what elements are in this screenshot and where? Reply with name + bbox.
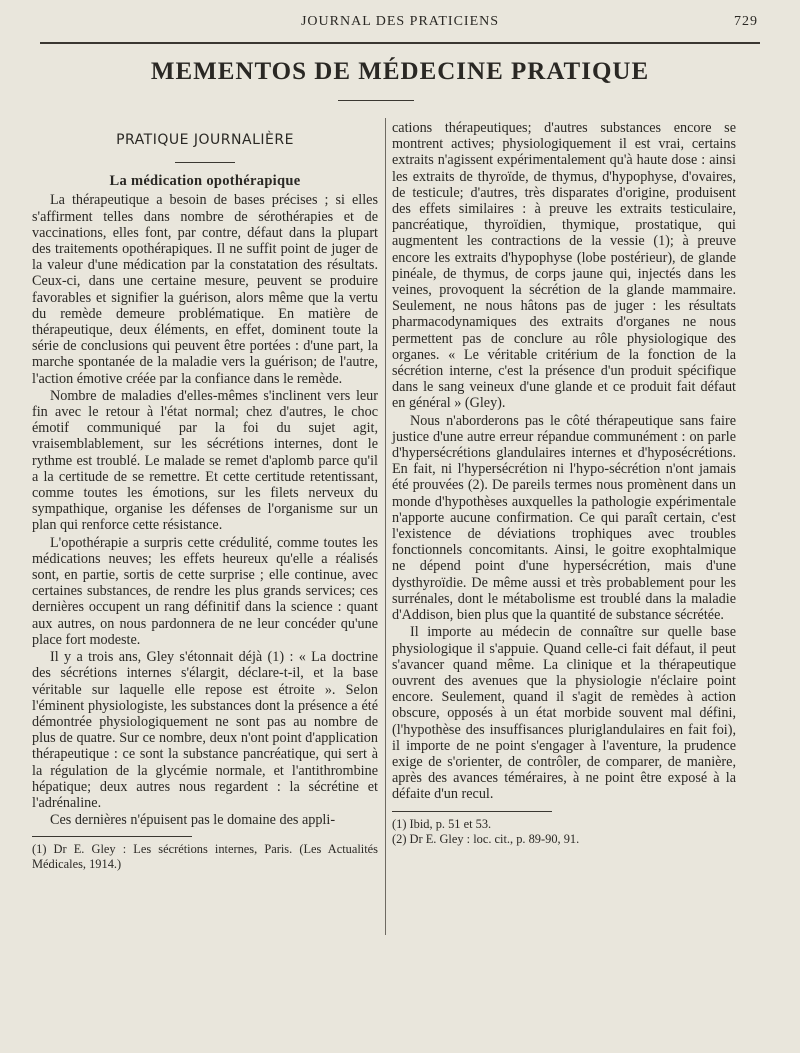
running-title: JOURNAL DES PRATICIENS [300,14,500,29]
paragraph: La thérapeutique a besoin de bases précises ; si elles s'affirment telles dans nombre de sérothérapies et de vaccinations, elles font, par contre, défaut dans la plupart des traitements opothérapiques. Il ne suffit point de juger de la valeur d'une médication par la constatation des résultats. Ceux-ci, dans une certaine mesure, peuvent se produire favorables et signifier la guérison, alors même que la vertu du remède demeure problématique. En matière de thérapeutique, deux éléments, en effet, dominent toute la série de conclusions qui peuvent être portées : d'une part, la marche spontanée de la maladie vers la guérison; de l'autre, l'action émotive créée par la confiance dans le remède. [32,192,378,387]
subsection-rule [175,162,235,163]
footnotes [392,817,736,847]
paragraph: Nombre de maladies d'elles-mêmes s'inclinent vers leur fin avec le retour à l'état normal; chez d'autres, le choc émotif communiqué par la foi du sujet agit, vraisemblablement, sur les sécrétions internes, dont le rythme est troublé. Le malade se remet d'aplomb parce qu'il a la certitude de se remettre. Et cette certitude retentissant, comme toutes les émotions, sur les filets nerveux du sympathique, organise les défenses de l'organisme sur un plan qui renforce cette résistance. [32,387,378,534]
footnote: (1) Dr E. Gley : Les sécrétions internes, Paris. (Les Actualités Médicales, 1914.) [32,842,378,872]
paragraph: Il importe au médecin de connaître sur quelle base physiologique il s'appuie. Quand celle-ci fait défaut, il peut s'avancer quand même. La clinique et la thérapeutique ouvrent des avenues que la physiologie n'éclaire point encore. Seulement, quand il s'agit de remèdes à action obscure, opposés à un état morbide souvent mal défini, (l'hypothèse des insuffisances pluriglandulaires en fait foi), il importe de ne point s'engager à l'aventure, la prudence exige de s'orienter, de contrôler, de comparer, de manière, après des avances téméraires, à ne point être exposé à la défaite d'un recul. [392,624,736,803]
header-rule [40,42,760,44]
article-title: La médication opothérapique [109,173,301,190]
paragraph: Nous n'aborderons pas le côté thérapeutique sans faire justice d'une autre erreur répandue communément : on parle d'hypersécrétions glandulaires internes et d'hyposécrétions. En fait, ni l'hypersécrétion ni l'hypo-sécrétion n'ont jamais été prouvées (2). De pareils termes nous promènent dans un monde d'hypothèses auxquelles la pathologie expérimentale n'apporte aucune confirmation. Ce qui paraît certain, c'est l'existence de déviations trophiques avec troubles fonctionnels concomitants. Ainsi, le goitre exophtalmique ne dépend point d'une hypersécrétion, mais d'une dysthyroïdie. De même aussi et très probablement pour les surrénales, dont le métabolisme est troublé dans la maladie d'Addison, bien plus que la quantité de substance sécrétée. [392,412,736,624]
paragraph: L'opothérapie a surpris cette crédulité, comme toutes les médications neuves; les effets heureux qu'elle a réalisés sont, en partie, sortis de cette surprise ; elle continue, avec certaines substances, de rendre les plus grands services; ces dernières occupent un rang définitif dans la science : quant aux autres, on nous pardonnera de ne leur concéder qu'une place fort modeste. [32,534,378,648]
section-title: MEMENTOS DE MÉDECINE PRATIQUE [150,58,650,85]
paragraph: Il y a trois ans, Gley s'étonnait déjà (1) : « La doctrine des sécrétions internes s'élargit, déclare-t-il, et la base véritable sur laquelle elle repose est étroite ». Selon l'éminent physiologiste, les substances dont la présence a été démontrée physiologiquement ne sont pas au nombre de plus de quatre. Sur ce nombre, deux n'ont point d'application thérapeutique : ce sont la substance pancréatique, qui sert à la régulation de la glycémie normale, et l'antithrombine hépatique; deux autres nous regardent : la sécrétine et l'adrénaline. [32,649,378,811]
footnotes [32,842,378,872]
footnote-rule [32,836,192,837]
footnote-rule [392,811,552,812]
paragraph: cations thérapeutiques; d'autres substances encore se montrent actives; physiologiquement il est vrai, certains extraits n'agissent expérimentalement qu'à haute dose : ainsi les extraits de thyroïde, de thymus, d'hypophyse, d'ovaires, de testicule; d'autres, très disparates d'origine, produisent des effets similaires : à preuve les extraits testiculaire, pancréatique, thyroïdien, thymique, prostatique, qui augmentent les contractions de la vessie (1); à preuve encore les extraits d'hypophyse (lobe postérieur), de glande pinéale, de thymus, de corps jaune qui, injectés dans les veines, provoquent la sécrétion de la glande mammaire. Seulement, ne nous hâtons pas de juger : les résultats pharmacodynamiques des extraits d'organes ne nous permettent pas de conclure au rôle physiologique des organes. « Le véritable critérium de la fonction de la sécrétion interne, c'est la présence d'un produit spécifique dans le sang veineux d'une glande et ce produit fait défaut en général » (Gley). [392,120,736,412]
title-rule [338,100,414,101]
column-divider [385,118,386,935]
footnote: (2) Dr E. Gley : loc. cit., p. 89-90, 91. [392,831,580,846]
right-column [392,120,736,847]
page-number: 729 [734,14,758,29]
subsection-title: PRATIQUE JOURNALIÈRE [116,132,294,148]
paragraph: Ces dernières n'épuisent pas le domaine des appli- [50,812,336,829]
left-column [32,120,378,872]
running-head [30,10,770,34]
footnote: (1) Ibid, p. 51 et 53. [392,816,492,831]
